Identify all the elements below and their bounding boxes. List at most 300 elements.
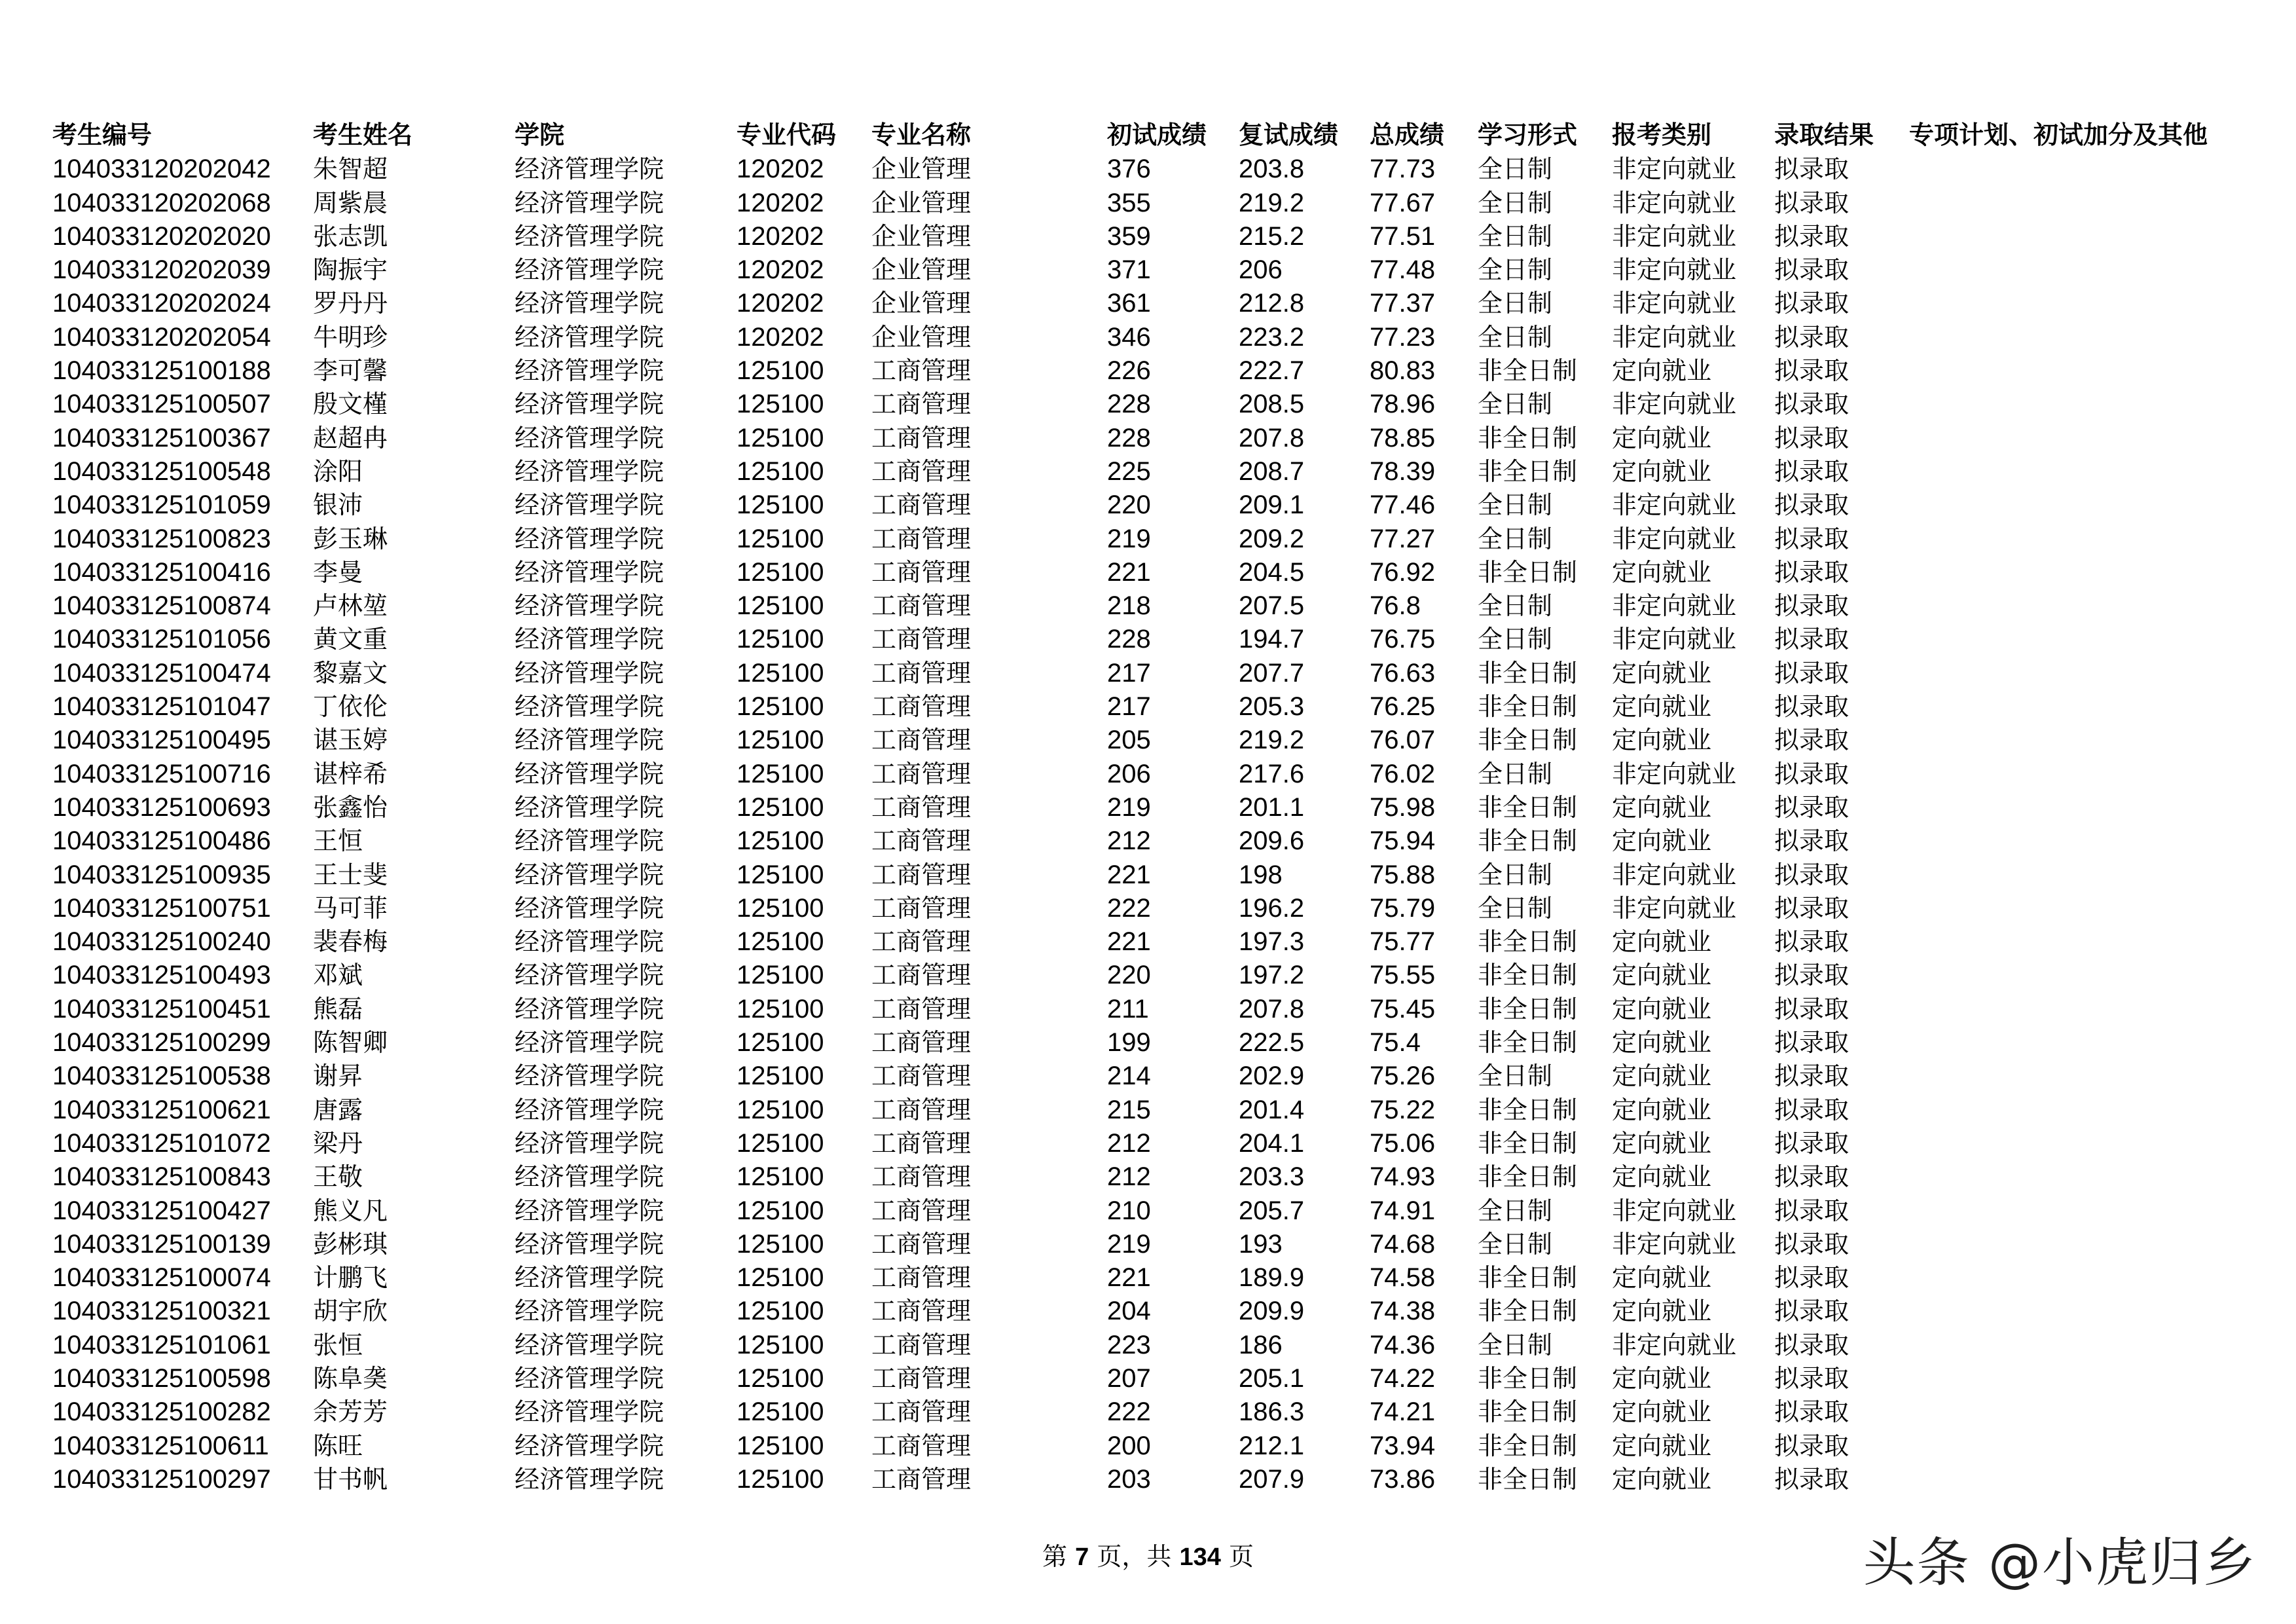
cell-college: 经济管理学院 [515, 289, 665, 318]
header-col-college: 学院 [515, 122, 565, 149]
cell-major-code: 125100 [737, 927, 824, 957]
table-row [52, 354, 2250, 388]
cell-result: 拟录取 [1774, 289, 1850, 318]
table-row [52, 455, 2250, 489]
cell-college: 经济管理学院 [515, 1061, 665, 1091]
cell-retest-score: 212.8 [1239, 289, 1305, 318]
cell-major-name: 工商管理 [871, 1330, 972, 1359]
cell-major-code: 125100 [737, 1363, 824, 1393]
cell-major-code: 125100 [737, 1330, 824, 1359]
cell-name: 马可菲 [313, 893, 388, 923]
cell-major-code: 125100 [737, 1128, 824, 1158]
cell-major-code: 125100 [737, 390, 824, 419]
cell-major-code: 125100 [737, 692, 824, 722]
cell-college: 经济管理学院 [515, 1330, 665, 1359]
cell-candidate-id: 104033125101047 [52, 692, 271, 722]
table-row [52, 1194, 2250, 1228]
cell-candidate-id: 104033125100598 [52, 1363, 271, 1393]
cell-prelim-score: 212 [1107, 826, 1151, 856]
cell-major-name: 工商管理 [871, 1464, 972, 1494]
cell-special-notes [1909, 1060, 2250, 1093]
cell-apply-type: 定向就业 [1612, 961, 1712, 990]
cell-special-notes [1909, 489, 2250, 522]
cell-study-mode: 非全日制 [1478, 658, 1578, 688]
cell-total-score: 76.02 [1370, 759, 1436, 788]
cell-result: 拟录取 [1774, 860, 1850, 889]
cell-prelim-score: 221 [1107, 860, 1151, 889]
cell-college: 经济管理学院 [515, 893, 665, 923]
cell-college: 经济管理学院 [515, 625, 665, 654]
cell-special-notes [1909, 824, 2250, 858]
header-col-special-notes: 专项计划、初试加分及其他 [1909, 122, 2208, 149]
cell-total-score: 77.73 [1370, 155, 1436, 184]
cell-candidate-id: 104033125100493 [52, 961, 271, 990]
cell-major-code: 125100 [737, 1229, 824, 1259]
cell-apply-type: 定向就业 [1612, 927, 1712, 957]
table-row [52, 1395, 2250, 1429]
cell-college: 经济管理学院 [515, 1464, 665, 1494]
cell-retest-score: 186.3 [1239, 1397, 1305, 1427]
cell-major-name: 工商管理 [871, 423, 972, 452]
cell-major-name: 工商管理 [871, 860, 972, 889]
cell-retest-score: 205.3 [1239, 692, 1305, 722]
table-row [52, 758, 2250, 791]
cell-special-notes [1909, 1295, 2250, 1328]
cell-candidate-id: 104033125100486 [52, 826, 271, 856]
cell-candidate-id: 104033125100538 [52, 1061, 271, 1091]
cell-college: 经济管理学院 [515, 927, 665, 957]
cell-college: 经济管理学院 [515, 557, 665, 587]
cell-college: 经济管理学院 [515, 1363, 665, 1393]
cell-retest-score: 194.7 [1239, 625, 1305, 654]
cell-retest-score: 215.2 [1239, 221, 1305, 251]
cell-apply-type: 定向就业 [1612, 1297, 1712, 1326]
cell-result: 拟录取 [1774, 1263, 1850, 1293]
table-row [52, 858, 2250, 892]
cell-major-code: 125100 [737, 524, 824, 553]
cell-retest-score: 203.3 [1239, 1162, 1305, 1192]
cell-retest-score: 223.2 [1239, 322, 1305, 352]
cell-candidate-id: 104033120202068 [52, 188, 271, 217]
cell-apply-type: 非定向就业 [1612, 155, 1737, 184]
cell-major-name: 工商管理 [871, 759, 972, 788]
table-row [52, 1329, 2250, 1362]
table-row [52, 1094, 2250, 1127]
cell-candidate-id: 104033125100474 [52, 658, 271, 688]
cell-major-code: 125100 [737, 792, 824, 822]
header-col-result: 录取结果 [1774, 122, 1874, 149]
cell-college: 经济管理学院 [515, 1297, 665, 1326]
cell-major-code: 125100 [737, 826, 824, 856]
cell-study-mode: 全日制 [1478, 289, 1553, 318]
cell-study-mode: 非全日制 [1478, 1363, 1578, 1393]
cell-total-score: 78.96 [1370, 390, 1436, 419]
table-row [52, 925, 2250, 959]
cell-apply-type: 非定向就业 [1612, 1229, 1737, 1259]
cell-major-code: 125100 [737, 1263, 824, 1293]
header-col-candidate-id: 考生编号 [52, 122, 153, 149]
cell-apply-type: 定向就业 [1612, 1128, 1712, 1158]
cell-apply-type: 非定向就业 [1612, 591, 1737, 621]
table-row [52, 287, 2250, 320]
cell-result: 拟录取 [1774, 927, 1850, 957]
cell-retest-score: 222.7 [1239, 356, 1305, 386]
cell-apply-type: 定向就业 [1612, 1431, 1712, 1460]
cell-special-notes [1909, 1094, 2250, 1127]
cell-prelim-score: 211 [1107, 994, 1149, 1024]
cell-candidate-id: 104033125100282 [52, 1397, 271, 1427]
cell-special-notes [1909, 1026, 2250, 1060]
cell-special-notes [1909, 523, 2250, 556]
cell-study-mode: 非全日制 [1478, 1263, 1578, 1293]
cell-study-mode: 非全日制 [1478, 1128, 1578, 1158]
cell-candidate-id: 104033125100495 [52, 726, 271, 755]
cell-major-name: 工商管理 [871, 927, 972, 957]
cell-retest-score: 197.2 [1239, 961, 1305, 990]
table-row [52, 824, 2250, 858]
cell-study-mode: 全日制 [1478, 759, 1553, 788]
cell-result: 拟录取 [1774, 1196, 1850, 1225]
cell-total-score: 75.26 [1370, 1061, 1436, 1091]
cell-apply-type: 非定向就业 [1612, 759, 1737, 788]
cell-apply-type: 非定向就业 [1612, 1330, 1737, 1359]
cell-study-mode: 全日制 [1478, 1196, 1553, 1225]
cell-total-score: 74.22 [1370, 1363, 1436, 1393]
cell-major-code: 125100 [737, 557, 824, 587]
cell-college: 经济管理学院 [515, 792, 665, 822]
cell-college: 经济管理学院 [515, 1263, 665, 1293]
cell-prelim-score: 226 [1107, 356, 1151, 386]
cell-name: 王士斐 [313, 860, 388, 889]
table-row [52, 1026, 2250, 1060]
cell-retest-score: 219.2 [1239, 726, 1305, 755]
cell-retest-score: 219.2 [1239, 188, 1305, 217]
cell-major-code: 125100 [737, 1431, 824, 1460]
cell-retest-score: 197.3 [1239, 927, 1305, 957]
header-col-study-mode: 学习形式 [1478, 122, 1578, 149]
cell-prelim-score: 205 [1107, 726, 1151, 755]
cell-special-notes [1909, 724, 2250, 757]
cell-result: 拟录取 [1774, 221, 1850, 251]
cell-name: 张志凯 [313, 221, 388, 251]
cell-study-mode: 全日制 [1478, 1229, 1553, 1259]
cell-candidate-id: 104033125101056 [52, 625, 271, 654]
cell-prelim-score: 217 [1107, 692, 1151, 722]
table-row [52, 321, 2250, 354]
cell-prelim-score: 361 [1107, 289, 1151, 318]
cell-special-notes [1909, 623, 2250, 656]
cell-prelim-score: 204 [1107, 1297, 1151, 1326]
cell-study-mode: 非全日制 [1478, 423, 1578, 452]
table-row [52, 1463, 2250, 1496]
cell-special-notes [1909, 858, 2250, 892]
cell-candidate-id: 104033125100935 [52, 860, 271, 889]
cell-special-notes [1909, 321, 2250, 354]
cell-result: 拟录取 [1774, 1397, 1850, 1427]
cell-total-score: 75.94 [1370, 826, 1436, 856]
cell-major-code: 125100 [737, 591, 824, 621]
cell-retest-score: 204.1 [1239, 1128, 1305, 1158]
table-row [52, 1060, 2250, 1093]
cell-candidate-id: 104033125100611 [52, 1431, 269, 1460]
table-body [52, 153, 2250, 1496]
cell-college: 经济管理学院 [515, 456, 665, 486]
cell-apply-type: 定向就业 [1612, 1397, 1712, 1427]
cell-apply-type: 定向就业 [1612, 423, 1712, 452]
cell-major-name: 工商管理 [871, 524, 972, 553]
cell-college: 经济管理学院 [515, 759, 665, 788]
cell-prelim-score: 207 [1107, 1363, 1151, 1393]
cell-special-notes [1909, 1329, 2250, 1362]
cell-retest-score: 222.5 [1239, 1028, 1305, 1058]
cell-college: 经济管理学院 [515, 1397, 665, 1427]
cell-retest-score: 206 [1239, 255, 1283, 285]
cell-candidate-id: 104033120202042 [52, 155, 271, 184]
cell-major-name: 工商管理 [871, 390, 972, 419]
cell-total-score: 78.39 [1370, 456, 1436, 486]
cell-major-code: 125100 [737, 860, 824, 889]
cell-total-score: 75.98 [1370, 792, 1436, 822]
cell-name: 银沛 [313, 490, 363, 520]
cell-major-name: 企业管理 [871, 188, 972, 217]
cell-college: 经济管理学院 [515, 1229, 665, 1259]
cell-special-notes [1909, 253, 2250, 287]
cell-prelim-score: 206 [1107, 759, 1151, 788]
cell-name: 周紫晨 [313, 188, 388, 217]
table-row [52, 724, 2250, 757]
table-row [52, 253, 2250, 287]
cell-total-score: 77.23 [1370, 322, 1436, 352]
cell-apply-type: 非定向就业 [1612, 289, 1737, 318]
cell-major-code: 120202 [737, 221, 824, 251]
cell-name: 黄文重 [313, 625, 388, 654]
cell-name: 李可馨 [313, 356, 388, 386]
cell-major-code: 125100 [737, 1397, 824, 1427]
cell-major-code: 125100 [737, 759, 824, 788]
cell-retest-score: 186 [1239, 1330, 1283, 1359]
table-row [52, 1430, 2250, 1463]
cell-study-mode: 非全日制 [1478, 1297, 1578, 1326]
cell-retest-score: 207.8 [1239, 423, 1305, 452]
cell-prelim-score: 217 [1107, 658, 1151, 688]
cell-major-name: 工商管理 [871, 1196, 972, 1225]
cell-total-score: 77.46 [1370, 490, 1436, 520]
cell-candidate-id: 104033125100693 [52, 792, 271, 822]
footer-middle: 页，共 [1089, 1542, 1180, 1571]
cell-name: 殷文槿 [313, 390, 388, 419]
cell-prelim-score: 359 [1107, 221, 1151, 251]
cell-total-score: 74.21 [1370, 1397, 1436, 1427]
table-row [52, 892, 2250, 925]
cell-study-mode: 非全日制 [1478, 692, 1578, 722]
cell-result: 拟录取 [1774, 1028, 1850, 1058]
cell-prelim-score: 228 [1107, 390, 1151, 419]
cell-college: 经济管理学院 [515, 423, 665, 452]
cell-study-mode: 非全日制 [1478, 826, 1578, 856]
cell-result: 拟录取 [1774, 390, 1850, 419]
table-row [52, 388, 2250, 421]
cell-total-score: 73.94 [1370, 1431, 1436, 1460]
cell-special-notes [1909, 422, 2250, 455]
cell-study-mode: 非全日制 [1478, 1431, 1578, 1460]
cell-apply-type: 定向就业 [1612, 1061, 1712, 1091]
cell-prelim-score: 346 [1107, 322, 1151, 352]
cell-study-mode: 全日制 [1478, 893, 1553, 923]
cell-apply-type: 定向就业 [1612, 456, 1712, 486]
cell-total-score: 74.36 [1370, 1330, 1436, 1359]
cell-special-notes [1909, 1160, 2250, 1194]
cell-college: 经济管理学院 [515, 255, 665, 285]
cell-candidate-id: 104033125100507 [52, 390, 271, 419]
cell-prelim-score: 222 [1107, 1397, 1151, 1427]
cell-special-notes [1909, 1127, 2250, 1160]
cell-special-notes [1909, 455, 2250, 489]
cell-college: 经济管理学院 [515, 490, 665, 520]
cell-apply-type: 定向就业 [1612, 692, 1712, 722]
cell-major-name: 工商管理 [871, 658, 972, 688]
cell-prelim-score: 376 [1107, 155, 1151, 184]
cell-prelim-score: 200 [1107, 1431, 1151, 1460]
table-row [52, 657, 2250, 690]
cell-major-code: 125100 [737, 1095, 824, 1124]
cell-special-notes [1909, 1194, 2250, 1228]
cell-study-mode: 全日制 [1478, 860, 1553, 889]
cell-major-code: 125100 [737, 1162, 824, 1192]
cell-name: 彭玉琳 [313, 524, 388, 553]
table-row [52, 1261, 2250, 1295]
cell-major-name: 工商管理 [871, 356, 972, 386]
cell-special-notes [1909, 1395, 2250, 1429]
table-row [52, 1160, 2250, 1194]
cell-retest-score: 208.7 [1239, 456, 1305, 486]
cell-total-score: 74.38 [1370, 1297, 1436, 1326]
cell-name: 卢林堃 [313, 591, 388, 621]
cell-total-score: 76.25 [1370, 692, 1436, 722]
cell-apply-type: 定向就业 [1612, 1263, 1712, 1293]
table-row [52, 1228, 2250, 1261]
cell-total-score: 75.22 [1370, 1095, 1436, 1124]
cell-name: 熊义凡 [313, 1196, 388, 1225]
cell-name: 裴春梅 [313, 927, 388, 957]
header-col-apply-type: 报考类别 [1612, 122, 1712, 149]
cell-apply-type: 定向就业 [1612, 1162, 1712, 1192]
table-row [52, 220, 2250, 253]
cell-study-mode: 全日制 [1478, 1061, 1553, 1091]
cell-study-mode: 非全日制 [1478, 557, 1578, 587]
cell-major-name: 工商管理 [871, 591, 972, 621]
cell-retest-score: 209.6 [1239, 826, 1305, 856]
cell-study-mode: 非全日制 [1478, 456, 1578, 486]
cell-result: 拟录取 [1774, 1431, 1850, 1460]
cell-retest-score: 217.6 [1239, 759, 1305, 788]
cell-prelim-score: 220 [1107, 961, 1151, 990]
cell-study-mode: 非全日制 [1478, 927, 1578, 957]
cell-apply-type: 定向就业 [1612, 1028, 1712, 1058]
header-col-retest-score: 复试成绩 [1239, 122, 1339, 149]
table-row [52, 1127, 2250, 1160]
cell-result: 拟录取 [1774, 255, 1850, 285]
cell-result: 拟录取 [1774, 322, 1850, 352]
cell-prelim-score: 212 [1107, 1162, 1151, 1192]
cell-total-score: 78.85 [1370, 423, 1436, 452]
cell-retest-score: 196.2 [1239, 893, 1305, 923]
table-row [52, 422, 2250, 455]
cell-major-name: 工商管理 [871, 490, 972, 520]
cell-major-name: 工商管理 [871, 456, 972, 486]
cell-result: 拟录取 [1774, 524, 1850, 553]
cell-study-mode: 全日制 [1478, 188, 1553, 217]
table-row [52, 690, 2250, 724]
cell-candidate-id: 104033125100299 [52, 1028, 271, 1058]
cell-major-name: 企业管理 [871, 255, 972, 285]
cell-major-code: 125100 [737, 658, 824, 688]
cell-major-name: 工商管理 [871, 1028, 972, 1058]
cell-prelim-score: 222 [1107, 893, 1151, 923]
cell-college: 经济管理学院 [515, 591, 665, 621]
cell-apply-type: 定向就业 [1612, 1464, 1712, 1494]
cell-major-code: 125100 [737, 994, 824, 1024]
cell-apply-type: 非定向就业 [1612, 860, 1737, 889]
cell-special-notes [1909, 556, 2250, 589]
cell-major-name: 企业管理 [871, 289, 972, 318]
cell-prelim-score: 225 [1107, 456, 1151, 486]
cell-major-code: 120202 [737, 255, 824, 285]
cell-major-name: 工商管理 [871, 692, 972, 722]
cell-study-mode: 全日制 [1478, 221, 1553, 251]
cell-total-score: 75.06 [1370, 1128, 1436, 1158]
cell-special-notes [1909, 892, 2250, 925]
cell-total-score: 80.83 [1370, 356, 1436, 386]
cell-major-code: 125100 [737, 456, 824, 486]
cell-result: 拟录取 [1774, 1162, 1850, 1192]
cell-college: 经济管理学院 [515, 1028, 665, 1058]
cell-name: 熊磊 [313, 994, 363, 1024]
cell-college: 经济管理学院 [515, 322, 665, 352]
cell-apply-type: 定向就业 [1612, 1363, 1712, 1393]
table-row [52, 556, 2250, 589]
cell-prelim-score: 219 [1107, 792, 1151, 822]
cell-retest-score: 207.7 [1239, 658, 1305, 688]
cell-major-code: 120202 [737, 188, 824, 217]
cell-total-score: 77.37 [1370, 289, 1436, 318]
cell-name: 谌梓希 [313, 759, 388, 788]
cell-result: 拟录取 [1774, 692, 1850, 722]
cell-candidate-id: 104033125101061 [52, 1330, 271, 1359]
cell-result: 拟录取 [1774, 893, 1850, 923]
cell-name: 计鹏飞 [313, 1263, 388, 1293]
table-header-row [52, 119, 2250, 153]
cell-total-score: 75.79 [1370, 893, 1436, 923]
header-col-total-score: 总成绩 [1370, 122, 1445, 149]
cell-name: 牛明珍 [313, 322, 388, 352]
cell-apply-type: 定向就业 [1612, 826, 1712, 856]
cell-retest-score: 207.9 [1239, 1464, 1305, 1494]
cell-major-code: 125100 [737, 726, 824, 755]
cell-candidate-id: 104033125100621 [52, 1095, 271, 1124]
cell-major-name: 工商管理 [871, 1128, 972, 1158]
cell-name: 丁依伦 [313, 692, 388, 722]
cell-retest-score: 205.1 [1239, 1363, 1305, 1393]
cell-result: 拟录取 [1774, 1128, 1850, 1158]
cell-study-mode: 非全日制 [1478, 356, 1578, 386]
cell-college: 经济管理学院 [515, 994, 665, 1024]
cell-special-notes [1909, 791, 2250, 824]
cell-name: 梁丹 [313, 1128, 363, 1158]
cell-major-code: 120202 [737, 322, 824, 352]
table-row [52, 1295, 2250, 1328]
cell-study-mode: 非全日制 [1478, 1028, 1578, 1058]
cell-prelim-score: 203 [1107, 1464, 1151, 1494]
